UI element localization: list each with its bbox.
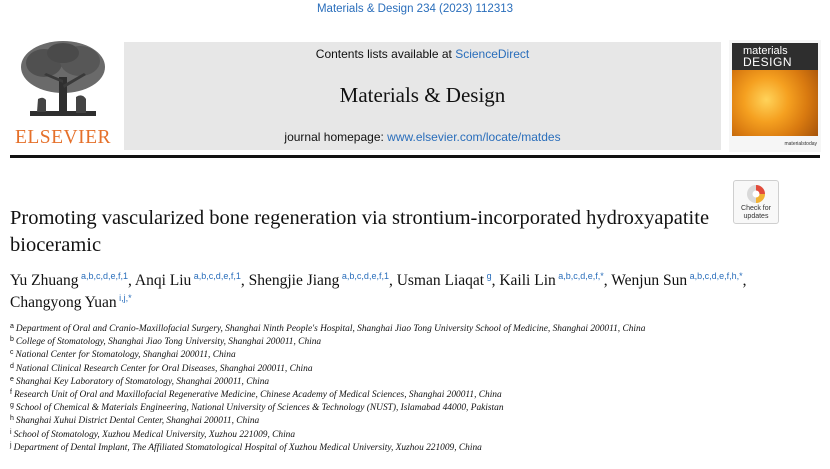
header-divider [10, 155, 820, 158]
affiliation-text: National Clinical Research Center for Oral Diseases, Shanghai 200011, China [15, 363, 313, 374]
author-name[interactable]: Usman Liaqat [396, 272, 485, 289]
author-name[interactable]: Kaili Lin [499, 272, 556, 289]
affiliation-item [10, 402, 820, 415]
affiliation-list [10, 323, 820, 455]
author-affiliation-marks[interactable]: i,j,* [116, 293, 132, 303]
cover-artwork [732, 70, 818, 136]
author-separator: , [742, 272, 747, 289]
affiliation-text: National Center for Stomatology, Shanghai 200011, China [15, 350, 236, 361]
homepage-prefix: journal homepage: [284, 130, 388, 144]
author-affiliation-marks[interactable]: a,b,c,d,e,f,* [555, 271, 604, 281]
cover-brand-line1: materials [743, 45, 788, 57]
affiliation-item [10, 363, 820, 376]
author-separator: , [240, 272, 249, 289]
affiliation-label: c [10, 349, 14, 357]
contents-prefix: Contents lists available at [315, 47, 456, 61]
affiliation-label: a [10, 323, 14, 330]
author-affiliation-marks[interactable]: a,b,c,d,e,f,h,* [687, 271, 743, 281]
author-list [10, 270, 820, 314]
tree-icon [14, 37, 112, 125]
check-for-updates-button[interactable] [733, 180, 779, 224]
author-name[interactable]: Wenjun Sun [611, 272, 688, 289]
author-name[interactable]: Anqi Liu [134, 272, 192, 289]
affiliation-text: Department of Dental Implant, The Affiliated Stomatological Hospital of Xuzhou Medical University, Xuzhou 221009, China [13, 442, 482, 453]
affiliation-text: Shanghai Key Laboratory of Stomatology, Shanghai 200011, China [15, 376, 270, 387]
author-name[interactable]: Yu Zhuang [10, 272, 79, 289]
affiliation-label: h [10, 415, 14, 423]
affiliation-item [10, 376, 820, 389]
check-updates-label [734, 205, 778, 221]
affiliation-item [10, 442, 820, 455]
check-updates-line1: Check for [741, 205, 771, 212]
author-separator: , [127, 272, 135, 289]
affiliation-item [10, 389, 820, 402]
affiliation-text: Research Unit of Oral and Maxillofacial Regenerative Medicine, Chinese Academy of Medical Sciences, Shanghai 200011, China [13, 389, 502, 400]
cover-footer: materialstoday [784, 141, 817, 147]
affiliation-text: Department of Oral and Cranio-Maxillofacial Surgery, Shanghai Ninth People's Hospital, Shanghai Jiao Tong University School of Medicine, Shanghai 200011, China [15, 324, 646, 334]
affiliation-text: School of Chemical & Materials Engineering, National University of Sciences & Technology (NUST), Islamabad 44000, Pakistan [15, 403, 504, 414]
affiliation-label: i [10, 428, 12, 436]
affiliation-text: School of Stomatology, Xuzhou Medical University, Xuzhou 221009, China [13, 429, 296, 440]
affiliation-label: g [10, 402, 14, 410]
cover-brand-line2: DESIGN [743, 55, 793, 69]
affiliation-item [10, 336, 820, 349]
check-updates-line2: updates [743, 213, 769, 220]
cover-masthead [732, 43, 818, 70]
publisher-name: ELSEVIER [14, 127, 112, 148]
sciencedirect-link[interactable]: ScienceDirect [455, 47, 530, 61]
affiliation-label: j [10, 441, 12, 449]
author-name[interactable]: Changyong Yuan [10, 294, 117, 311]
affiliation-label: d [10, 362, 14, 370]
contents-line [124, 47, 721, 61]
elsevier-logo[interactable] [10, 37, 116, 154]
author-name[interactable]: Shengjie Jiang [248, 272, 340, 289]
journal-header [10, 37, 820, 154]
author-affiliation-marks[interactable]: g [484, 271, 492, 281]
author-affiliation-marks[interactable]: a,b,c,d,e,f,1 [78, 271, 128, 281]
journal-title[interactable]: Materials & Design [339, 83, 506, 107]
journal-info-box [124, 42, 721, 150]
article-title: Promoting vascularized bone regeneration via strontium-incorporated hydroxyapatite bioceramic [10, 207, 710, 256]
affiliation-text: College of Stomatology, Shanghai Jiao Tong University, Shanghai 200011, China [15, 337, 322, 348]
journal-reference[interactable]: Materials & Design 234 (2023) 112313 [316, 3, 514, 15]
homepage-line [124, 130, 721, 144]
author-affiliation-marks[interactable]: a,b,c,d,e,f,1 [339, 271, 389, 281]
affiliation-item [10, 415, 820, 428]
journal-cover-image[interactable] [729, 40, 821, 152]
affiliation-item [10, 429, 820, 442]
author-separator: , [388, 272, 397, 289]
author-affiliation-marks[interactable]: a,b,c,d,e,f,1 [191, 271, 241, 281]
affiliation-label: f [10, 388, 12, 396]
affiliation-label: b [10, 336, 14, 344]
affiliation-label: e [10, 375, 14, 383]
affiliation-text: Shanghai Xuhui District Dental Center, Shanghai 200011, China [15, 416, 260, 427]
check-updates-icon [746, 184, 766, 204]
author-separator: , [603, 272, 612, 289]
affiliation-item [10, 349, 820, 362]
journal-homepage-link[interactable]: www.elsevier.com/locate/matdes [387, 130, 561, 144]
affiliation-item [10, 323, 820, 336]
author-separator: , [491, 272, 500, 289]
